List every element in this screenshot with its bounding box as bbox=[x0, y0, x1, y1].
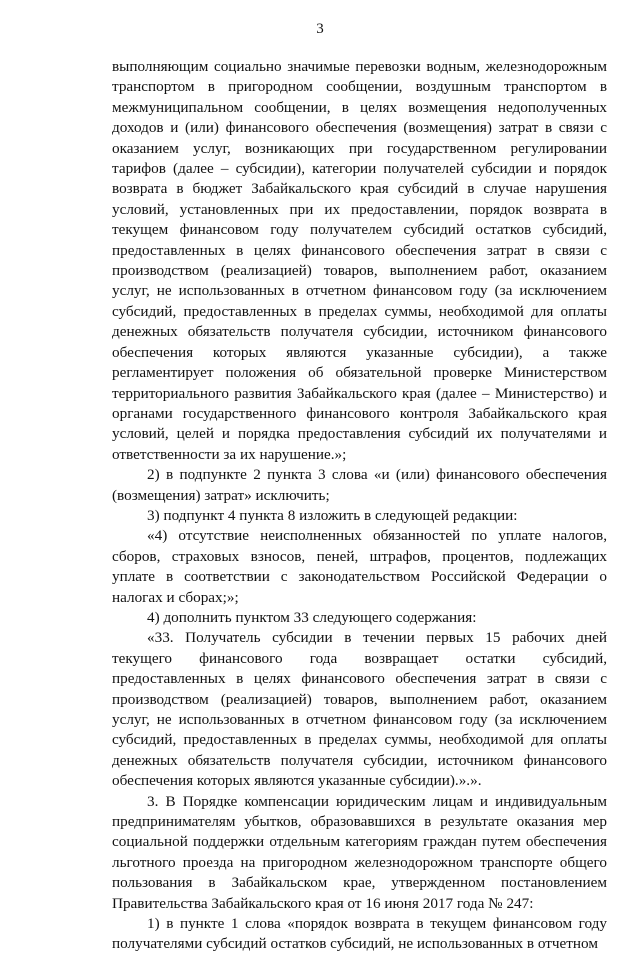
paragraph-item-3: 3) подпункт 4 пункта 8 изложить в следующей редакции: bbox=[147, 506, 518, 524]
document-body bbox=[112, 57, 607, 955]
paragraph-item-4: 4) дополнить пунктом 33 следующего содержания: bbox=[147, 608, 477, 626]
paragraph-section-3: 3. В Порядке компенсации юридическим лицам и индивидуальным предпринимателям убытков, образовавшихся в результате оказания мер социальной поддержки отдельным категориям граждан путем обеспечения льготного проезда на пригородном железнодорожном транспорте общего пользования в Забайкальском крае, утвержденном постановлением Правительства Забайкальского края от 16 июня 2017 года № 247: bbox=[112, 792, 607, 912]
paragraph-item-2: 2) в подпункте 2 пункта 3 слова «и (или) финансового обеспечения (возмещения) затрат» исключить; bbox=[112, 466, 607, 504]
paragraph-quote-4: «4) отсутствие неисполненных обязанностей по уплате налогов, сборов, страховых взносов, пеней, штрафов, процентов, подлежащих уплате в соответствии с законодательством Российской Федерации о налогах и сборах;»; bbox=[112, 527, 607, 606]
paragraph-item-1: 1) в пункте 1 слова «порядок возврата в текущем финансовом году получателями субсидий остатков субсидий, не использованных в отчетном bbox=[112, 915, 607, 953]
paragraph-continuation: выполняющим социально значимые перевозки водным, железнодорожным транспортом в пригородном сообщении, воздушным транспортом в межмуниципальном сообщении, в целях возмещения недополученных доходов и (или) финансового обеспечения (возмещения) затрат в связи с оказанием услуг, возникающих при государственном регулировании тарифов (далее – субсидии), категории получателей субсидии и порядок возврата в бюджет Забайкальского края субсидий в случае нарушения условий, установленных при их предоставлении, порядок возврата в текущем финансовом году получателем субсидий остатков субсидий, предоставленных в целях финансового обеспечения затрат в связи с производством (реализацией) товаров, выполнением работ, оказанием услуг, не использованных в отчетном финансовом году (за исключением субсидий, предоставленных в пределах суммы, необходимой для оплаты денежных обязательств получателя субсидии, источником финансового обеспечения которых являются указанные субсидии), а также регламентирует положения об обязательной проверке Министерством территориального развития Забайкальского края (далее – Министерство) и органами государственного финансового контроля Забайкальского края условий, целей и порядка предоставления субсидий их получателями и ответственности за их нарушение.»; bbox=[112, 58, 607, 463]
paragraph-quote-33: «33. Получатель субсидии в течении первых 15 рабочих дней текущего финансового года возвращает остатки субсидий, предоставленных в целях финансового обеспечения затрат в связи с производством (реализацией) товаров, выполнением работ, оказанием услуг, не использованных в отчетном финансовом году (за исключением субсидий, предоставленных в пределах суммы, необходимой для оплаты денежных обязательств получателя субсидии, источником финансового обеспечения которых являются указанные субсидии).».». bbox=[112, 629, 607, 790]
page-number: 3 bbox=[316, 21, 324, 37]
